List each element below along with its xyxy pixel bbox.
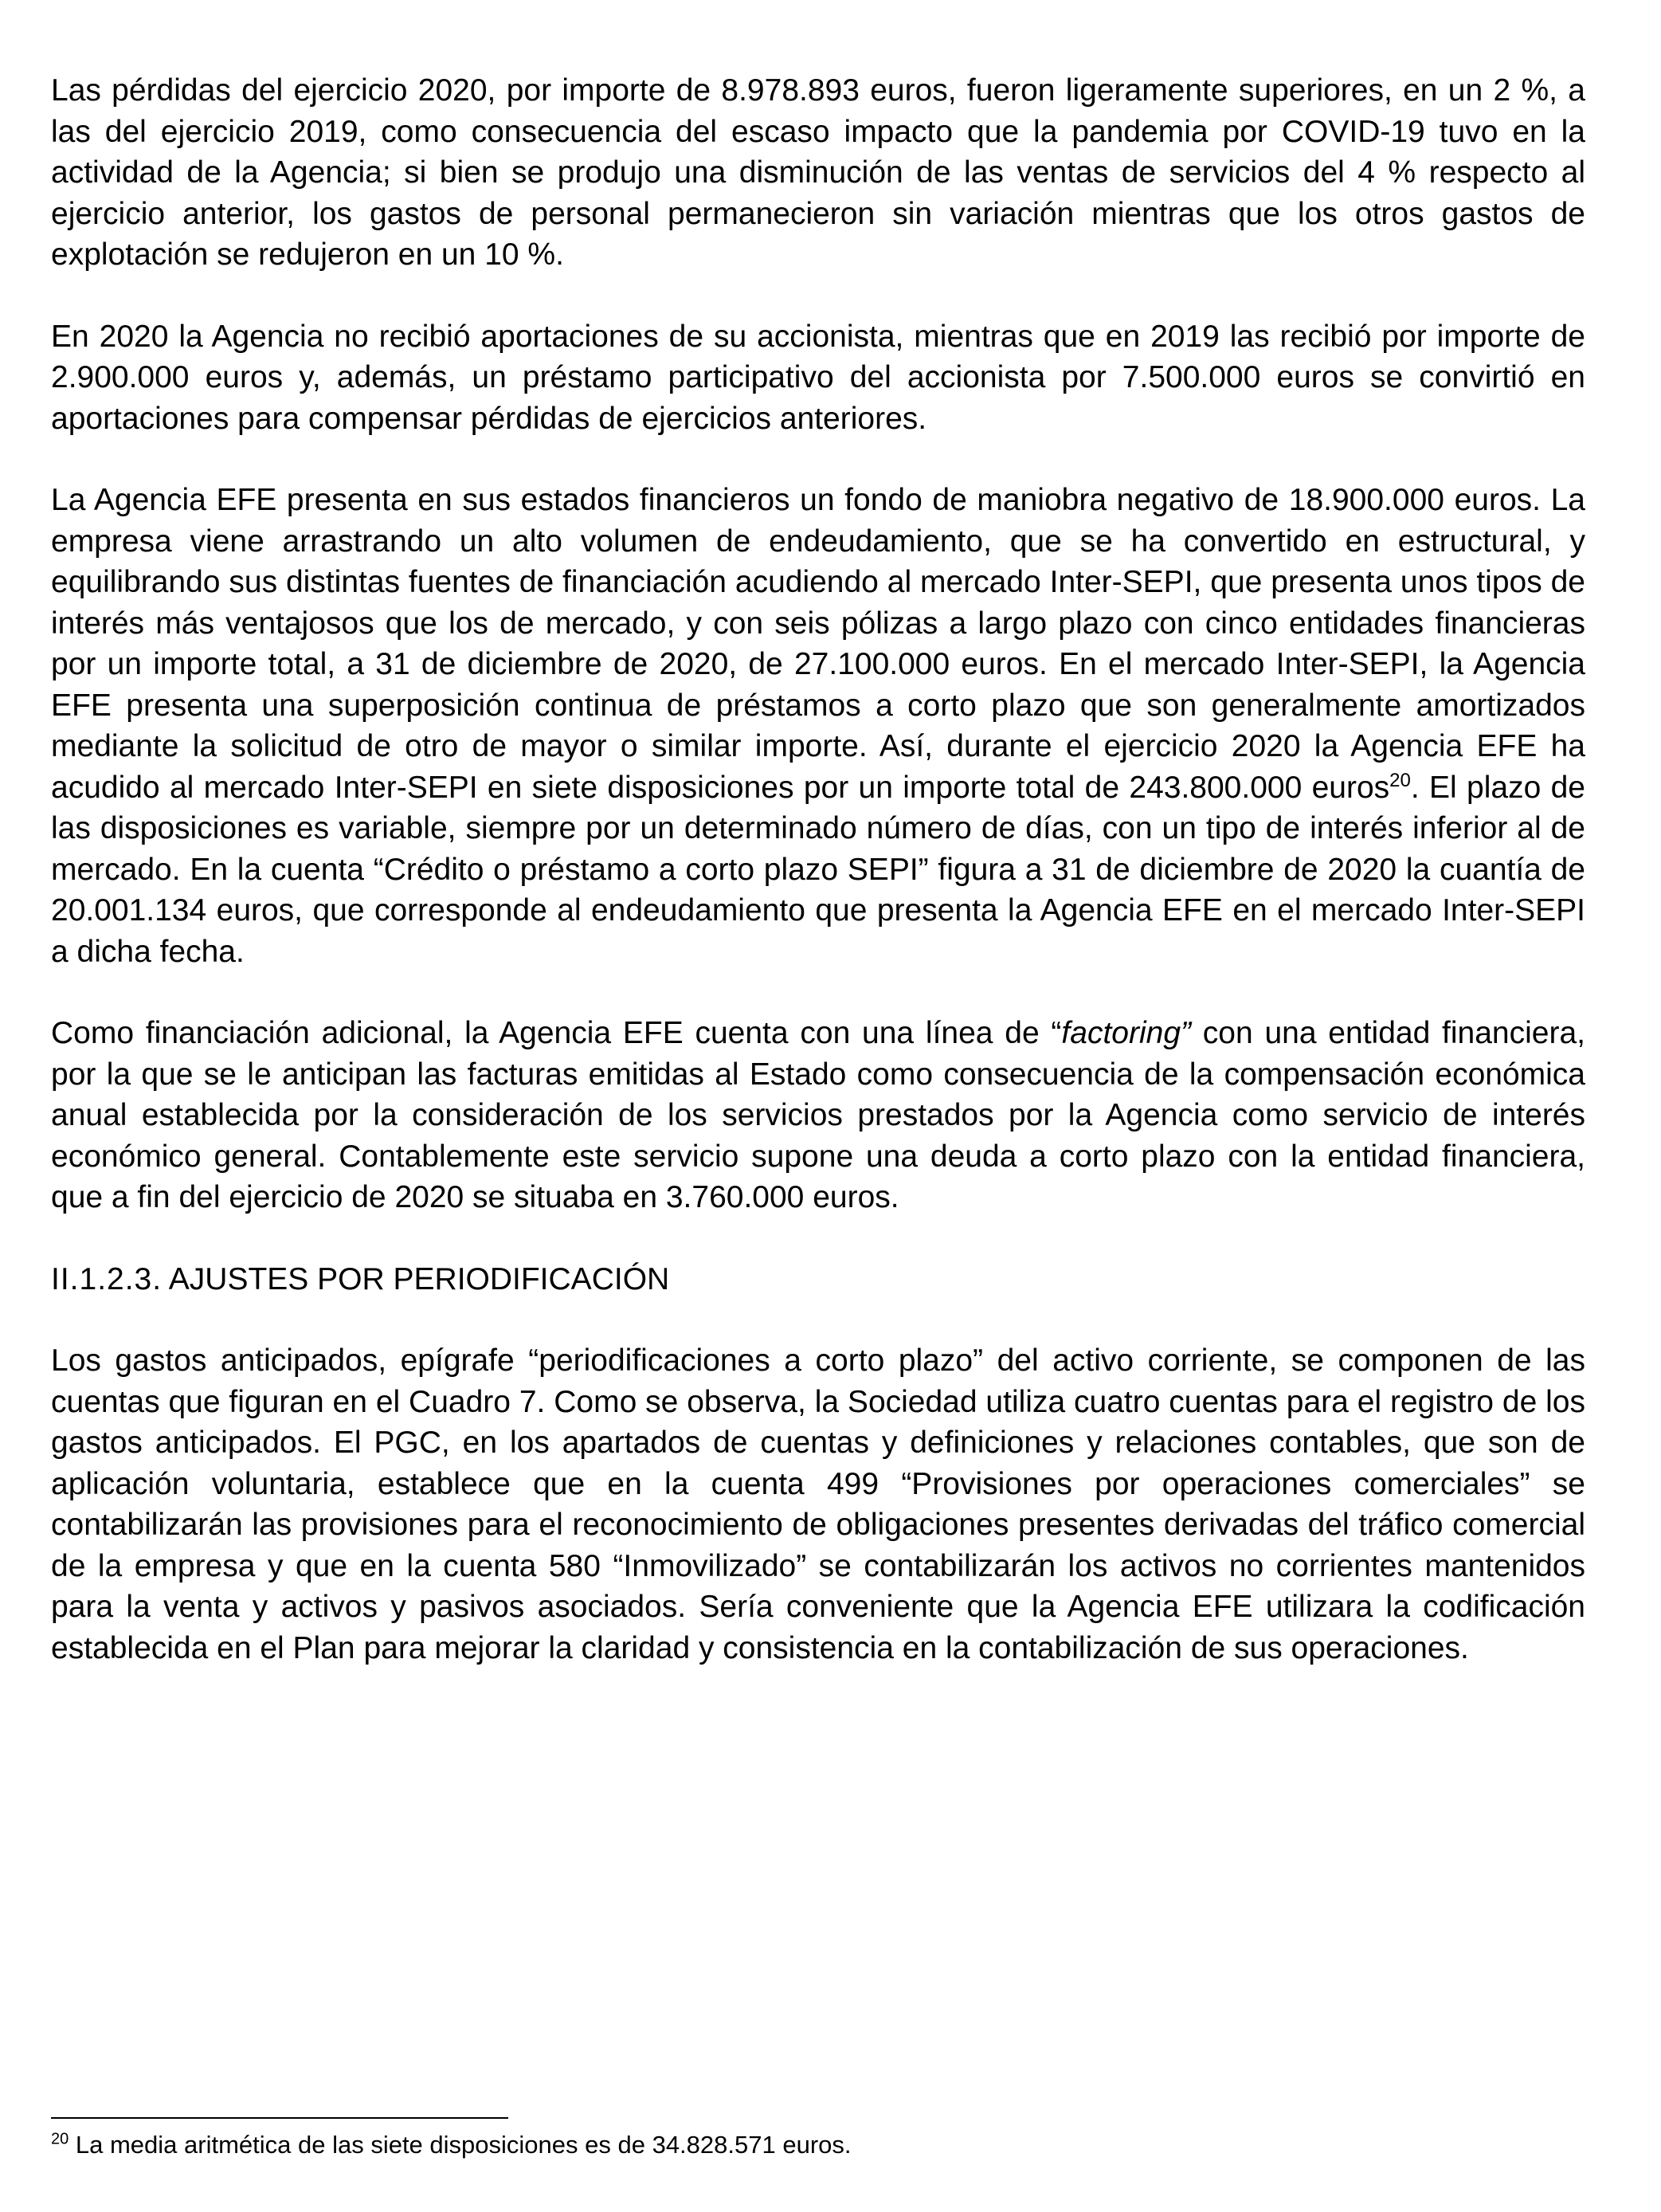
footnote-text: La media aritmética de las siete disposiciones es de 34.828.571 euros.	[69, 2131, 852, 2159]
section-title: AJUSTES POR PERIODIFICACIÓN	[168, 1261, 670, 1296]
footnote-reference: 20	[1389, 769, 1411, 791]
paragraph-factoring	[51, 1013, 1585, 1218]
paragraph-contributions: En 2020 la Agencia no recibió aportaciones de su accionista, mientras que en 2019 las recibió por importe de 2.900.000 euros y, además, un préstamo participativo del accionista por 7.500.000 euros se convirtió en aportaciones para compensar pérdidas de ejercicios anteriores.	[51, 319, 1585, 436]
paragraph-working-capital-text-a: La Agencia EFE presenta en sus estados financieros un fondo de maniobra negativo de 18.900.000 euros. La empresa viene arrastrando un alto volumen de endeudamiento, que se ha convertido en estructural, y equilibrando sus distintas fuentes de financiación acudiendo al mercado Inter-SEPI, que presenta unos tipos de interés más ventajosos que los de mercado, y con seis pólizas a largo plazo con cinco entidades financieras por un importe total, a 31 de diciembre de 2020, de 27.100.000 euros. En el mercado Inter-SEPI, la Agencia EFE presenta una superposición continua de préstamos a corto plazo que son generalmente amortizados mediante la solicitud de otro de mayor o similar importe. Así, durante el ejercicio 2020 la Agencia EFE ha acudido al mercado Inter-SEPI en siete disposiciones por un importe total de 243.800.000 euros	[51, 483, 1585, 805]
footnote-number: 20	[51, 2130, 69, 2148]
paragraph-losses: Las pérdidas del ejercicio 2020, por importe de 8.978.893 euros, fueron ligeramente superiores, en un 2 %, a las del ejercicio 2019, como consecuencia del escaso impacto que la pandemia por COVID-19 tuvo en la actividad de la Agencia; si bien se produjo una disminución de las ventas de servicios del 4 % respecto al ejercicio anterior, los gastos de personal permanecieron sin variación mientras que los otros gastos de explotación se redujeron en un 10 %.	[51, 73, 1585, 272]
footnote-divider	[51, 2117, 508, 2119]
section-heading	[51, 1259, 1585, 1300]
section-number: II.1.2.3.	[51, 1261, 163, 1296]
document-body	[51, 70, 1585, 1709]
paragraph-factoring-text-a: Como financiación adicional, la Agencia EFE cuenta con una línea de “	[51, 1016, 1062, 1050]
paragraph-working-capital-text-b: . El plazo de las disposiciones es variable, siempre por un determinado número de días, con un tipo de interés inferior al de mercado. En la cuenta “Crédito o préstamo a corto plazo SEPI” figura a 31 de diciembre de 2020 la cuantía de 20.001.134 euros, que corresponde al endeudamiento que presenta la Agencia EFE en el mercado Inter-SEPI a dicha fecha.	[51, 770, 1585, 969]
factoring-term: factoring”	[1061, 1016, 1191, 1050]
paragraph-prepaid-expenses: Los gastos anticipados, epígrafe “periodificaciones a corto plazo” del activo corriente, se componen de las cuentas que figuran en el Cuadro 7. Como se observa, la Sociedad utiliza cuatro cuentas para el registro de los gastos anticipados. El PGC, en los apartados de cuentas y definiciones y relaciones contables, que son de aplicación voluntaria, establece que en la cuenta 499 “Provisiones por operaciones comerciales” se contabilizarán las provisiones para el reconocimiento de obligaciones presentes derivadas del tráfico comercial de la empresa y que en la cuenta 580 “Inmovilizado” se contabilizarán los activos no corrientes mantenidos para la venta y activos y pasivos asociados. Sería conveniente que la Agencia EFE utilizara la codificación establecida en el Plan para mejorar la claridad y consistencia en la contabilización de sus operaciones.	[51, 1343, 1585, 1665]
paragraph-factoring-text-b: con una entidad financiera, por la que se le anticipan las facturas emitidas al Estado como consecuencia de la compensación económica anual establecida por la consideración de los servicios prestados por la Agencia como servicio de interés económico general. Contablemente este servicio supone una deuda a corto plazo con la entidad financiera, que a fin del ejercicio de 2020 se situaba en 3.760.000 euros.	[51, 1016, 1585, 1214]
paragraph-working-capital	[51, 480, 1585, 972]
footnote	[51, 2129, 852, 2161]
